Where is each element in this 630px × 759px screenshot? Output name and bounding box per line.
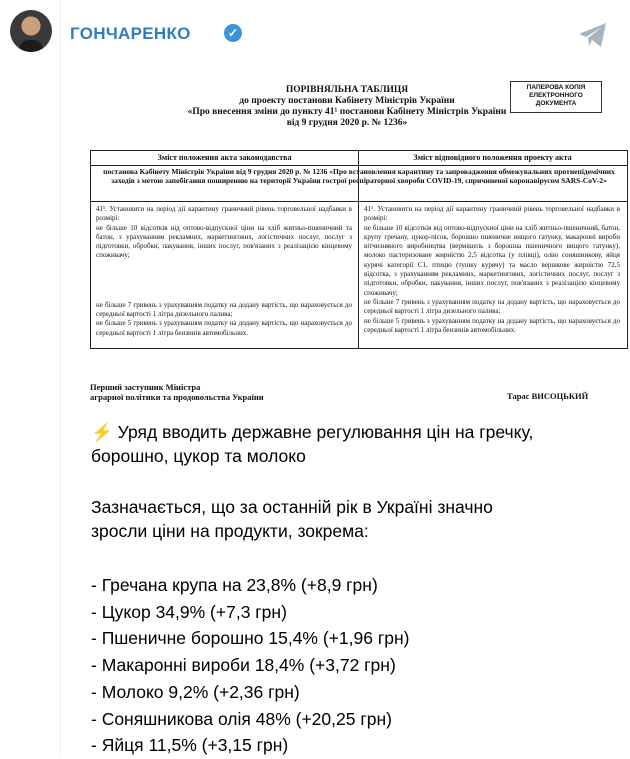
cell-paragraph: не більше 5 гривень з урахуванням податку на додану вартість, що нараховується до середньої вартості 1 літра бензинів автомобільних. [364,316,620,334]
intro-line-1: Зазначається, що за останній рік в Україні значно [91,497,493,517]
channel-avatar[interactable] [10,10,52,52]
list-item: - Цукор 34,9% (+7,3 грн) [91,601,287,622]
intro-line-2: зросли ціни на продукти, зокрема: [91,521,369,541]
document-title [182,85,512,129]
lightning-icon: ⚡ [91,422,113,442]
document-image[interactable] [82,77,630,409]
table-header-current: Зміст положення акта законодавства [157,153,292,162]
price-list [91,572,409,759]
document-title-line: ПОРІВНЯЛЬНА ТАБЛИЦЯ [285,85,409,95]
headline-line [91,420,533,444]
channel-name[interactable]: ГОНЧАРЕНКО [70,24,191,43]
signer-title-line: Перший заступник Міністра [90,382,201,392]
cell-paragraph: 41¹. Установити на період дії карантину граничний рівень торговельної надбавки в розмірі: [364,205,620,223]
telegram-logo-icon[interactable] [578,22,608,48]
signer-title-line: аграрної політики та продовольства України [90,392,264,402]
list-item: - Соняшникова олія 48% (+20,25 грн) [91,708,392,729]
table-header-proposed: Зміст відповідного положення проекту акта [413,153,572,162]
list-item: - Яйця 11,5% (+3,15 грн) [91,735,289,756]
signer-title [90,382,264,402]
table-cell-current [96,205,352,338]
table-subheader: постанова Кабінету Міністрів України від 9 грудня 2020 р. № 1236 «Про встановлення карантину та запровадження обмежувальних протиепідемічних заходів з метою запобігання поширенню на території України гострої респіраторної хвороби COVID-19, спричиненої коронавірусом SARS-CoV-2» [103,167,615,185]
headline-line-2: борошно, цукор та молоко [91,446,306,466]
signer-name: Тарас ВИСОЦЬКИЙ [507,391,589,401]
list-item: - Гречана крупа на 23,8% (+8,9 грн) [91,575,378,595]
intro-text [91,495,493,543]
comparison-table [90,150,628,349]
table-row-divider [91,201,627,202]
cell-paragraph: не більше 5 гривень з урахуванням податку на додану вартість, що нараховується до середньої вартості 1 літра бензинів автомобільних. [96,319,352,337]
cell-paragraph: не більше 7 гривень з урахуванням податку на додану вартість, що нараховується до середньої вартості 1 літра дизельного палива; [364,297,620,316]
table-row-divider [91,165,627,166]
table-cell-proposed [364,205,620,335]
cell-paragraph: 41¹. Установити на період дії карантину граничний рівень торговельної надбавки в розмірі: [96,205,352,223]
document-stamp: ПАПЕРОВА КОПІЯ ЕЛЕКТРОННОГО ДОКУМЕНТА [510,81,602,113]
cell-paragraph: не більше 10 відсотків від оптово-відпускної ціни на хліб житньо-пшеничний та батон, з урахуванням рекламних, маркетингових, логістичних послуг, послуг з підготовки, обробки, пакування, інших послуг, пов'язаних з реалізацією кінцевому споживачу; [96,223,352,260]
list-item: - Макаронні вироби 18,4% (+3,72 грн) [91,655,396,676]
cell-paragraph: не більше 10 відсотків від оптово-відпускної ціни на хліб житньо-пшеничний, батон, крупу гречану, цукор-пісок, борошно пшеничне вищого гатунку, макаронні вироби вітчизняного виробництва (вермішель з борошна пшеничного вищого гатунку), молоко пастеризоване жирністю 2,5 відсотка (у плівці), олію соняшникову, яйця курячі категорії С1, птицю (тушку курячу) та масло вершкове жирністю 72,5 відсотка, з урахуванням рекламних, маркетингових, логістичних послуг, послуг з підготовки, обробки, пакування, інших послуг, пов'язаних з реалізацією кінцевому споживачу; [364,223,620,297]
verified-badge-icon: ✓ [224,24,242,42]
headline [91,420,533,468]
list-item: - Молоко 9,2% (+2,36 грн) [91,681,300,702]
document-title-line: «Про внесення зміни до пункту 41¹ постанови Кабінету Міністрів України [187,107,507,117]
document-title-line: до проекту постанови Кабінету Міністрів України [239,96,455,106]
headline-line-1: Уряд вводить державне регулювання цін на гречку, [117,422,534,442]
document-title-line: від 9 грудня 2020 р. № 1236» [286,118,408,128]
thread-line [60,0,61,754]
list-item: - Пшеничне борошно 15,4% (+1,96 грн) [91,628,410,649]
cell-paragraph: не більше 7 гривень з урахуванням податку на додану вартість, що нараховується до середньої вартості 1 літра дизельного палива; [96,300,352,319]
